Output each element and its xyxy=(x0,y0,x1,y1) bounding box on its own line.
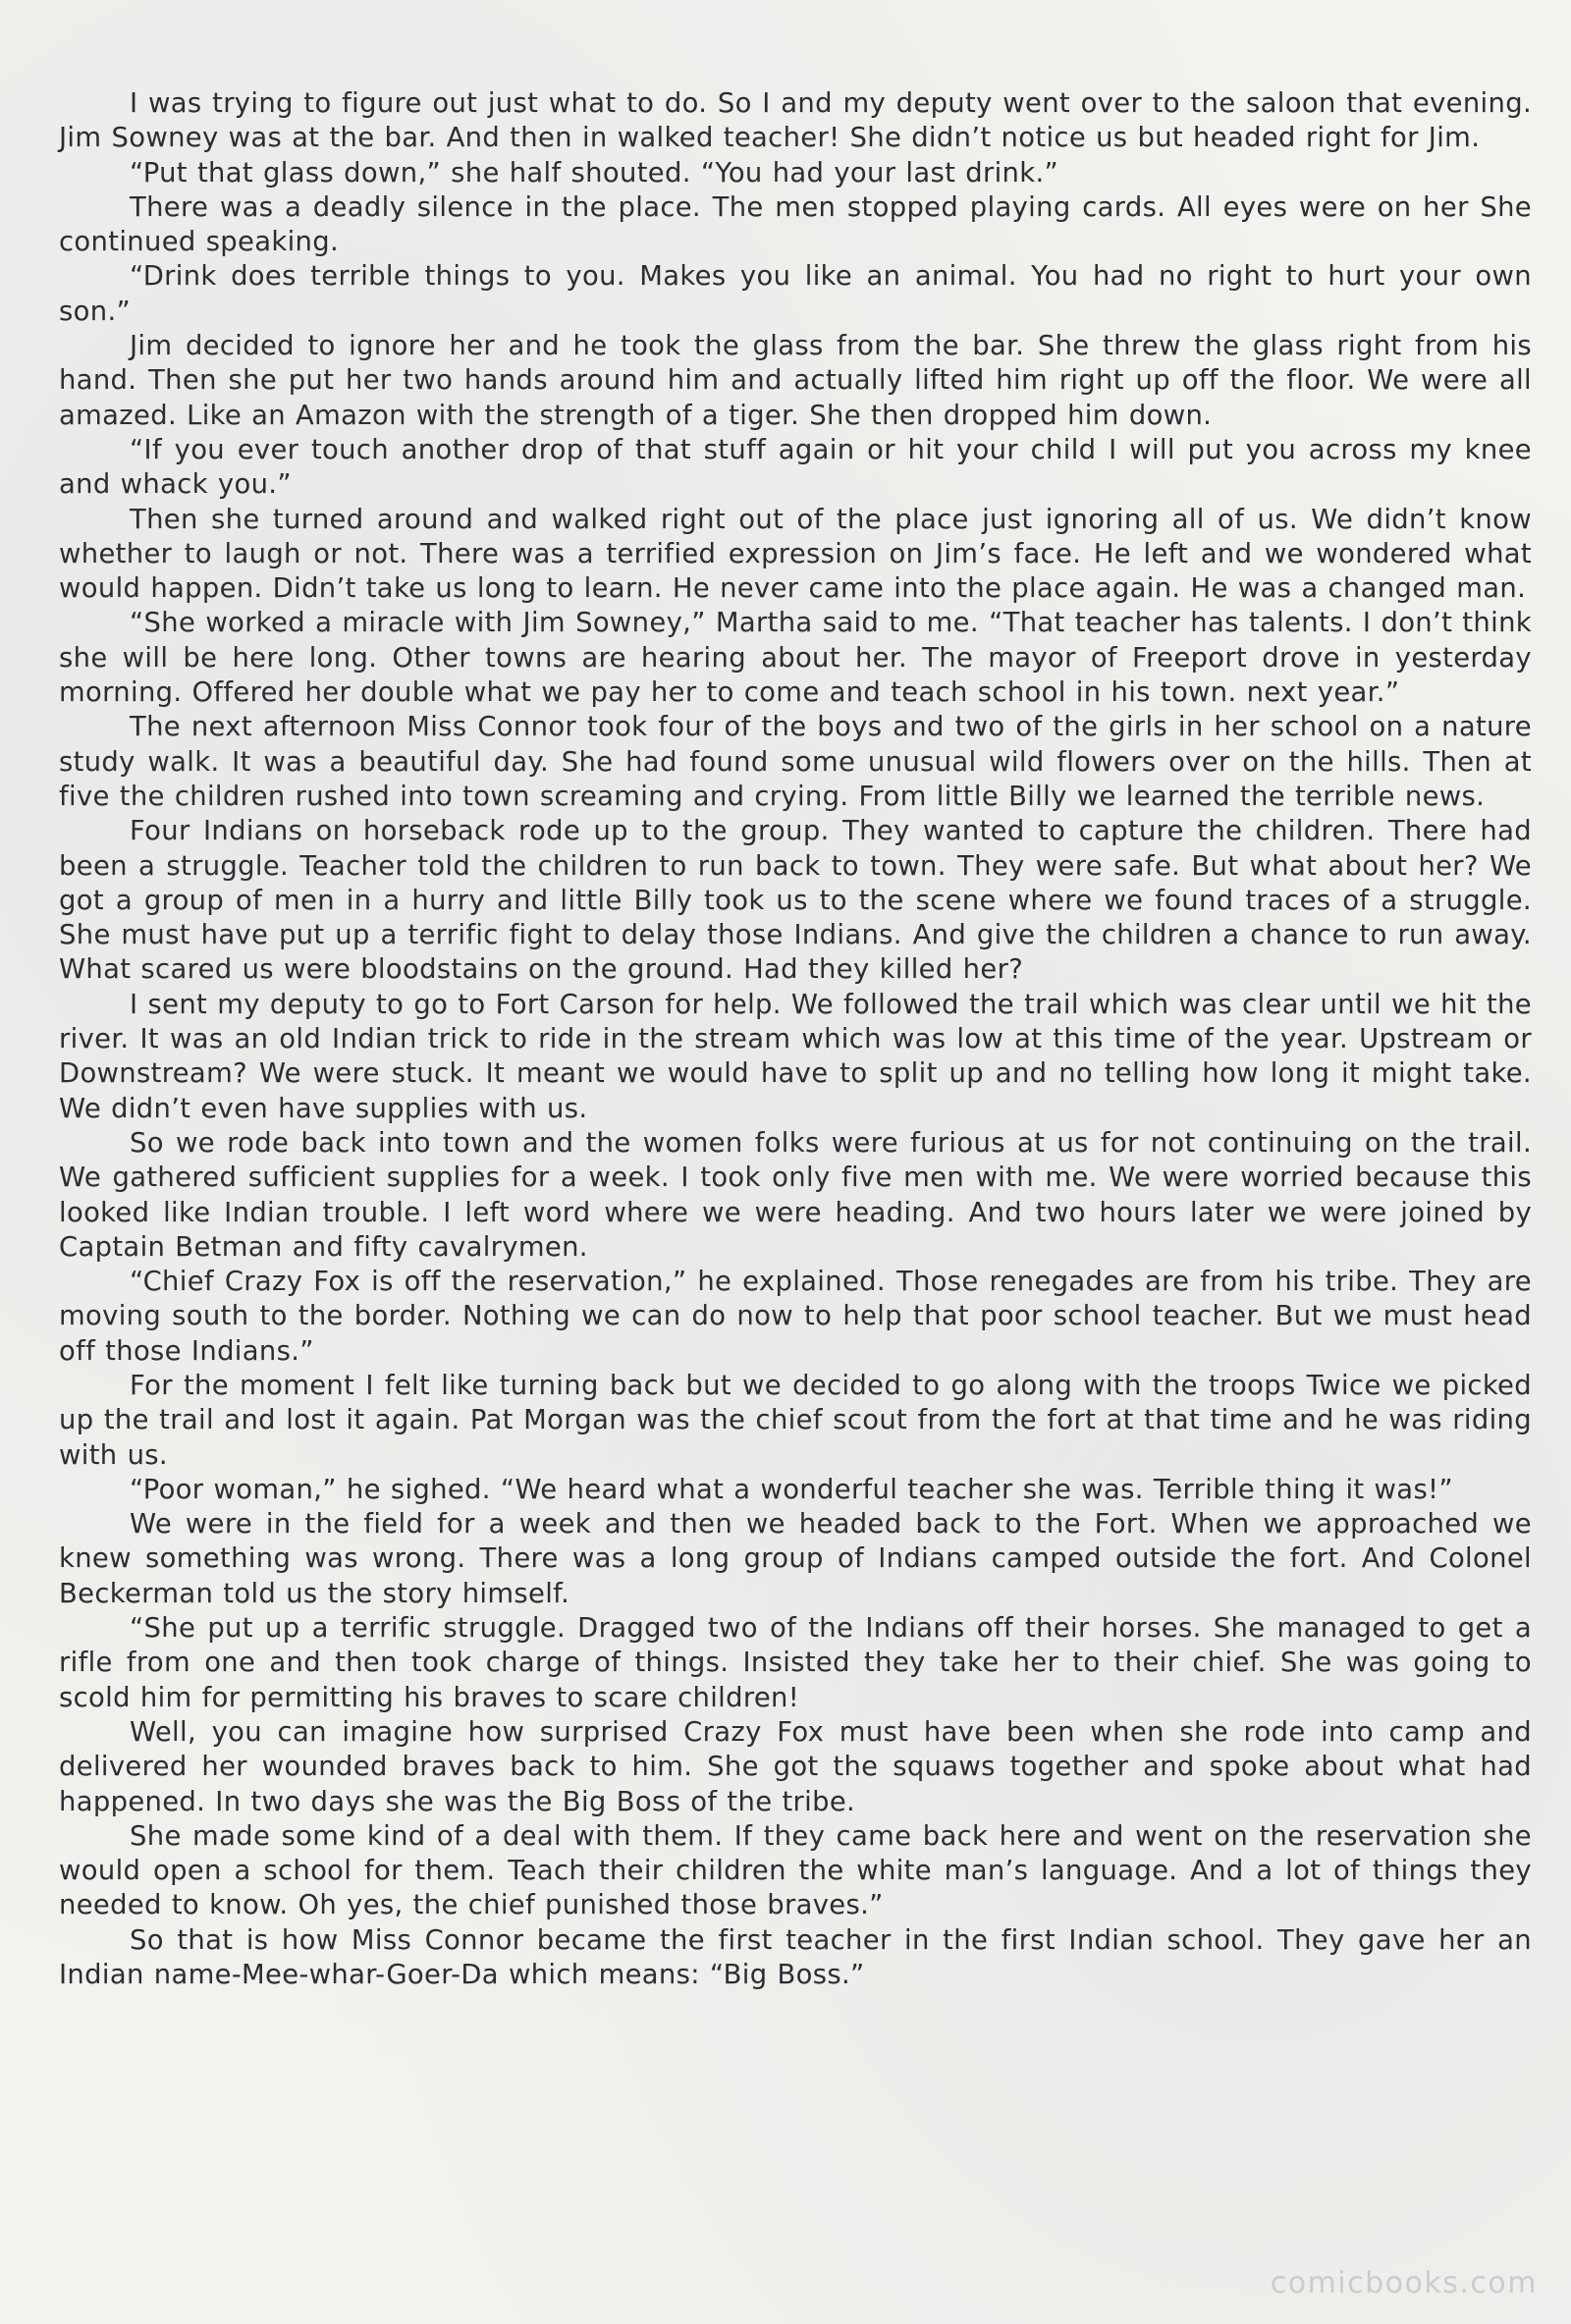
story-paragraph-3: There was a deadly silence in the place. The men stopped playing cards. All eyes were on her She continued speaking. xyxy=(59,191,1532,258)
story-paragraph-18: Well, you can imagine how surprised Crazy Fox must have been when she rode into camp and delivered her wounded braves back to him. She got the squaws together and spoke about what had happened. In two days she was the Big Boss of the tribe. xyxy=(59,1716,1532,1817)
story-paragraph-10: Four Indians on horseback rode up to the group. They wanted to capture the children. There had been a struggle. Teacher told the children to run back to town. They were safe. But what about her? We got a group of men in a hurry and little Billy took us to the scene where we found traces of a struggle. She must have put up a terrific fight to delay those Indians. And give the children a chance to run away. What scared us were bloodstains on the ground. Had they killed her? xyxy=(59,816,1532,986)
story-text-column xyxy=(59,86,1532,1992)
story-paragraph-14: For the moment I felt like turning back but we decided to go along with the troops Twice we picked up the trail and lost it again. Pat Morgan was the chief scout from the fort at that time and he was riding with us. xyxy=(59,1370,1532,1471)
story-paragraph-8: “She worked a miracle with Jim Sowney,” Martha said to me. “That teacher has talents. I don’t think she will be here long. Other towns are hearing about her. The mayor of Freeport drove in yesterday morning. Offered her double what we pay her to come and teach school in his town. next year.” xyxy=(59,608,1532,709)
story-paragraph-13: “Chief Crazy Fox is off the reservation,” he explained. Those renegades are from his tribe. They are moving south to the border. Nothing we can do now to help that poor school teacher. But we must head off those Indians.” xyxy=(59,1267,1532,1367)
story-paragraph-7: Then she turned around and walked right out of the place just ignoring all of us. We didn’t know whether to laugh or not. There was a terrified expression on Jim’s face. He left and we wondered what would happen. Didn’t take us long to learn. He never came into the place again. He was a changed man. xyxy=(59,504,1532,605)
site-watermark: comicbooks.com xyxy=(1270,2266,1538,2300)
story-paragraph-15: “Poor woman,” he sighed. “We heard what a wonderful teacher she was. Terrible thing it was!” xyxy=(130,1474,1453,1505)
story-paragraph-19: She made some kind of a deal with them. If they came back here and went on the reservation she would open a school for them. Teach their children the white man’s language. And a lot of things they needed to know. Oh yes, the chief punished those braves.” xyxy=(59,1820,1532,1921)
story-paragraph-2: “Put that glass down,” she half shouted. “You had your last drink.” xyxy=(130,157,1059,189)
story-paragraph-20: So that is how Miss Connor became the first teacher in the first Indian school. They gave her an Indian name-Mee-whar-Goer-Da which means: “Big Boss.” xyxy=(59,1924,1532,1991)
story-paragraph-12: So we rode back into town and the women folks were furious at us for not continuing on the trail. We gathered sufficient supplies for a week. I took only five men with me. We were worried because this looked like Indian trouble. I left word where we were heading. And two hours later we were joined by Captain Betman and fifty cavalrymen. xyxy=(59,1127,1532,1263)
story-paragraph-17: “She put up a terrific struggle. Dragged two of the Indians off their horses. She managed to get a rifle from one and then took charge of things. Insisted they take her to their chief. She was going to scold him for permitting his braves to scare children! xyxy=(59,1613,1532,1713)
story-paragraph-1: I was trying to figure out just what to do. So I and my deputy went over to the saloon that evening. Jim Sowney was at the bar. And then in walked teacher! She didn’t notice us but headed right for Jim. xyxy=(59,88,1532,154)
story-paragraph-16: We were in the field for a week and then we headed back to the Fort. When we approached we knew something was wrong. There was a long group of Indians camped outside the fort. And Colonel Beckerman told us the story himself. xyxy=(59,1509,1532,1609)
story-paragraph-6: “If you ever touch another drop of that stuff again or hit your child I will put you across my knee and whack you.” xyxy=(59,434,1532,501)
story-paragraph-4: “Drink does terrible things to you. Makes you like an animal. You had no right to hurt your own son.” xyxy=(59,261,1532,327)
story-paragraph-5: Jim decided to ignore her and he took the glass from the bar. She threw the glass right from his hand. Then she put her two hands around him and actually lifted him right up off the floor. We were all amazed. Like an Amazon with the strength of a tiger. She then dropped him down. xyxy=(59,331,1532,431)
story-paragraph-11: I sent my deputy to go to Fort Carson for help. We followed the trail which was clear until we hit the river. It was an old Indian trick to ride in the stream which was low at this time of the year. Upstream or Downstream? We were stuck. It meant we would have to split up and no telling how long it might take. We didn’t even have supplies with us. xyxy=(59,989,1532,1124)
story-paragraph-9: The next afternoon Miss Connor took four of the boys and two of the girls in her school on a nature study walk. It was a beautiful day. She had found some unusual wild flowers over on the hills. Then at five the children rushed into town screaming and crying. From little Billy we learned the terrible news. xyxy=(59,712,1532,812)
